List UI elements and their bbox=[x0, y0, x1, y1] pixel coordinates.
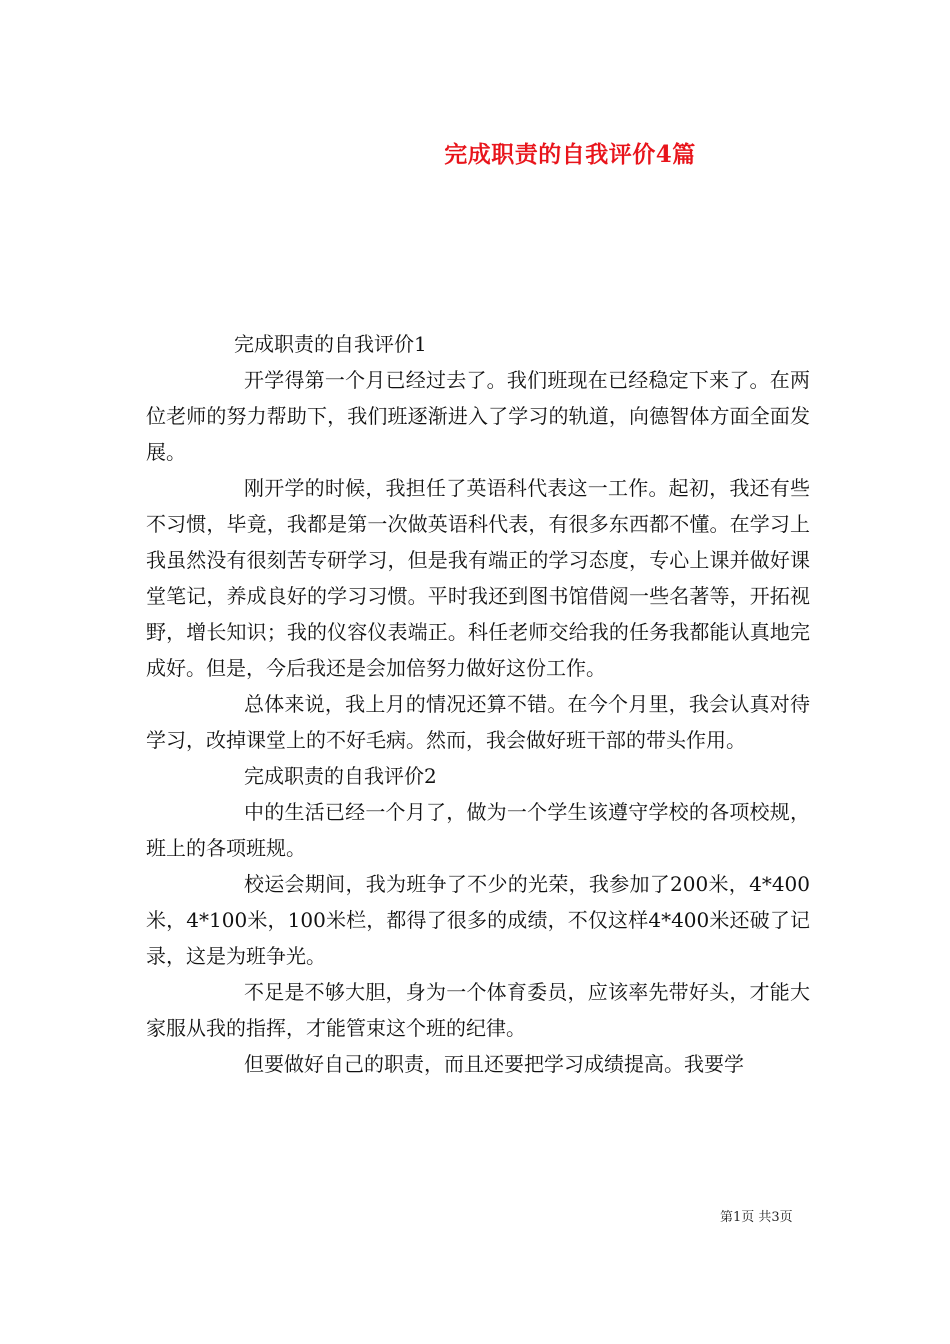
paragraph: 刚开学的时候，我担任了英语科代表这一工作。起初，我还有些不习惯，毕竟，我都是第一次做英语科代表，有很多东西都不懂。在学习上我虽然没有很刻苦专研学习，但是我有端正的学习态度，专心上课并做好课堂笔记，养成良好的学习习惯。平时我还到图书馆借阅一些名著等，开拓视野，增长知识；我的仪容仪表端正。科任老师交给我的任务我都能认真地完成好。但是，今后我还是会加倍努力做好这份工作。 bbox=[146, 476, 810, 680]
paragraph: 不足是不够大胆，身为一个体育委员，应该率先带好头，才能大家服从我的指挥，才能管束这个班的纪律。 bbox=[146, 980, 810, 1040]
paragraph: 校运会期间，我为班争了不少的光荣，我参加了200米，4*400米，4*100米，100米栏，都得了很多的成绩，不仅这样4*400米还破了记录，这是为班争光。 bbox=[146, 872, 810, 968]
document-body bbox=[146, 326, 810, 1082]
paragraph: 开学得第一个月已经过去了。我们班现在已经稳定下来了。在两位老师的努力帮助下，我们班逐渐进入了学习的轨道，向德智体方面全面发展。 bbox=[146, 368, 810, 464]
page-footer: 第1页 共3页 bbox=[720, 1210, 793, 1225]
paragraph: 总体来说，我上月的情况还算不错。在今个月里，我会认真对待学习，改掉课堂上的不好毛病。然而，我会做好班干部的带头作用。 bbox=[146, 692, 810, 752]
document-title: 完成职责的自我评价4篇 bbox=[444, 141, 696, 168]
paragraph: 但要做好自己的职责，而且还要把学习成绩提高。我要学 bbox=[244, 1052, 744, 1076]
section-heading-1: 完成职责的自我评价1 bbox=[234, 332, 427, 356]
paragraph: 中的生活已经一个月了，做为一个学生该遵守学校的各项校规，班上的各项班规。 bbox=[146, 800, 810, 860]
section-heading-2: 完成职责的自我评价2 bbox=[244, 764, 437, 788]
